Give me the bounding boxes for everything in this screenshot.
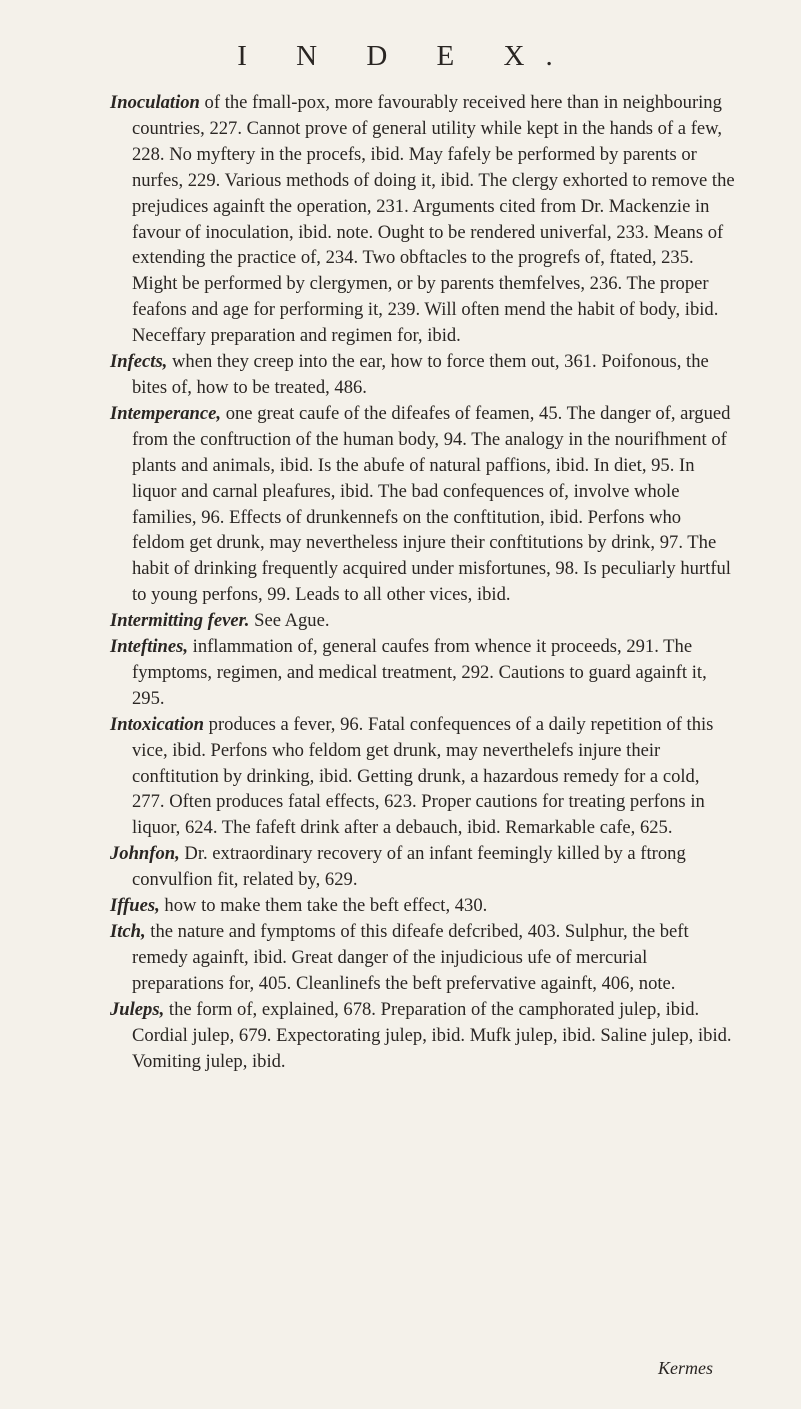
- entry-headword: Inoculation: [110, 92, 200, 113]
- entry-headword: Iffues,: [110, 895, 160, 917]
- entry-text: See Ague.: [249, 610, 330, 632]
- index-entry: [110, 893, 735, 919]
- entry-text: the form of, explained, 678. Preparation of the camphorated julep, ibid. Cordial julep, 679. Expectorating julep, ibid. Mufk julep, ibid. Saline julep, ibid. Vomiting julep, ibid.: [132, 998, 732, 1072]
- entry-text: when they creep into the ear, how to force them out, 361. Poifonous, the bites of, how to be treated, 486.: [132, 351, 709, 398]
- entry-headword: Juleps,: [110, 998, 165, 1020]
- index-entry: [110, 401, 735, 608]
- entry-text: inflammation of, general caufes from whence it proceeds, 291. The fymptoms, regimen, and medical treatment, 292. Cautions to guard againft it, 295.: [132, 636, 707, 709]
- entry-text: one great caufe of the difeafes of feamen, 45. The danger of, argued from the conftruction of the human body, 94. The analogy in the nourifhment of plants and animals, ibid. Is the abufe of natural paffions, ibid. In diet, 95. In liquor and carnal pleafures, ibid. The bad confequences of, involve whole families, 96. Effects of drunkennefs on the conftitution, ibid. Perfons who feldom get drunk, may nevertheless injure their conftitutions by drink, 97. The habit of drinking frequently acquired under misfortunes, 98. Is peculiarly hurtful to young perfons, 99. Leads to all other vices, ibid.: [132, 402, 731, 606]
- index-entry: [110, 919, 735, 997]
- entry-text: how to make them take the beft effect, 430.: [159, 895, 488, 917]
- entry-text: Dr. extraordinary recovery of an infant feemingly killed by a ftrong convulfion fit, related by, 629.: [132, 843, 686, 891]
- entry-headword: Intoxication: [110, 713, 205, 735]
- entry-text: the nature and fymptoms of this difeafe defcribed, 403. Sulphur, the beft remedy againft, ibid. Great danger of the injudicious ufe of mercurial preparations for, 405. Cleanlinefs the beft prefervative againft, 406, note.: [132, 921, 689, 994]
- index-entries: [110, 90, 735, 1074]
- entry-headword: Intemperance,: [110, 402, 222, 424]
- index-entry: [110, 349, 735, 401]
- index-entry: [110, 90, 735, 349]
- entry-text: produces a fever, 96. Fatal confequences of a daily repetition of this vice, ibid. Perfons who feldom get drunk, may neverthelefs injure their conftitution by drinking, ibid. Getting drunk, a hazardous remedy for a cold, 277. Often produces fatal effects, 623. Proper cautions for treating perfons in liquor, 624. The fafeft drink after a debauch, ibid. Remarkable cafe, 625.: [132, 713, 714, 839]
- entry-headword: Itch,: [110, 921, 146, 942]
- entry-headword: Johnfon,: [110, 843, 180, 865]
- index-entry: [110, 997, 735, 1075]
- index-entry: [110, 634, 735, 712]
- index-entry: [110, 608, 735, 634]
- running-head: I N D E X.: [237, 40, 574, 72]
- catchword: Kermes: [658, 1358, 713, 1378]
- entry-headword: Inteftines,: [110, 636, 188, 658]
- index-entry: [110, 841, 735, 893]
- index-entry: [110, 712, 735, 842]
- entry-headword: Infects,: [110, 351, 168, 373]
- entry-text: of the fmall-pox, more favourably received here than in neighbouring countries, 227. Cannot prove of general utility while kept in the hands of a few, 228. No myftery in the procefs, ibid. May fafely be performed by parents or nurfes, 229. Various methods of doing it, ibid. The clergy exhorted to remove the prejudices againft the operation, 231. Arguments cited from Dr. Mackenzie in favour of inoculation, ibid. note. Ought to be rendered univerfal, 233. Means of extending the practice of, 234. Two obftacles to the progrefs of, ftated, 235. Might be performed by clergymen, or by parents themfelves, 236. The proper feafons and age for performing it, 239. Will often mend the habit of body, ibid. Neceffary preparation and regimen for, ibid.: [132, 92, 735, 347]
- entry-headword: Intermitting fever.: [110, 610, 250, 632]
